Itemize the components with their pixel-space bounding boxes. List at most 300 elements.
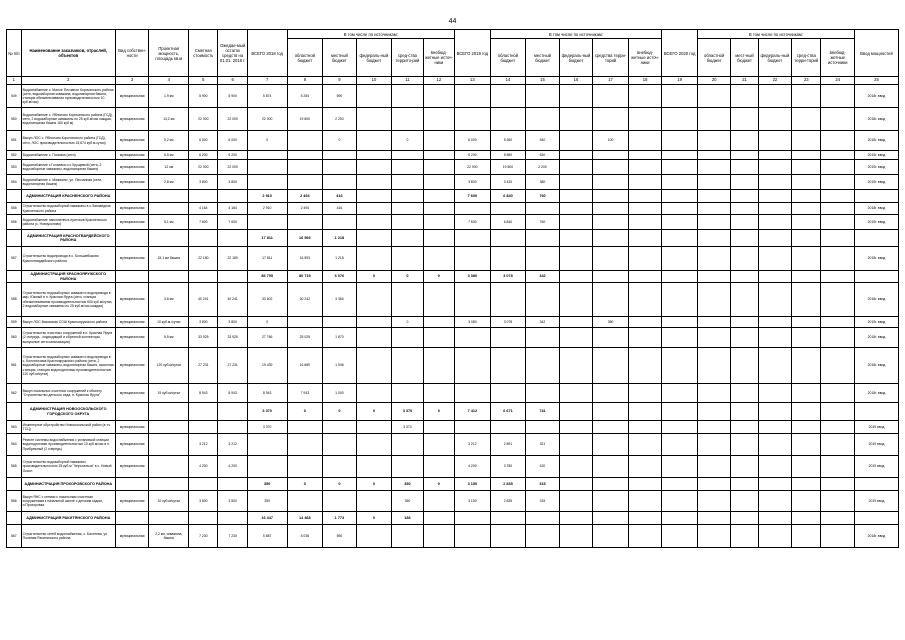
- header-estimate: Сметная стоимость: [189, 30, 218, 77]
- table-cell: [149, 230, 189, 247]
- column-index-cell: 22: [758, 77, 792, 85]
- table-cell: [593, 151, 629, 160]
- table-cell: [628, 348, 662, 384]
- table-cell: [455, 230, 491, 247]
- table-cell: муниципальная: [115, 328, 149, 348]
- object-name-cell: Строительство водозаборной скважины производительностью 25 куб.м "Черъсельза" в с. Новый Оскол: [21, 456, 115, 478]
- table-cell: [792, 175, 821, 190]
- table-cell: [423, 328, 454, 348]
- row-number-cell: 554: [7, 175, 22, 190]
- column-index-cell: 13: [455, 77, 491, 85]
- header-col-23: сред-ства терри-торий: [792, 39, 821, 77]
- table-cell: 0: [423, 478, 454, 491]
- table-cell: [247, 456, 287, 478]
- table-cell: муниципальная: [115, 203, 149, 215]
- table-cell: [821, 190, 855, 203]
- row-number-cell: 559: [7, 317, 22, 328]
- table-cell: [821, 384, 855, 403]
- table-cell: [662, 525, 698, 548]
- table-cell: 7 600: [455, 190, 491, 203]
- table-cell: [628, 512, 662, 525]
- table-cell: 3 500: [189, 491, 218, 512]
- investment-table: [6, 29, 899, 548]
- table-cell: [593, 190, 629, 203]
- table-row: [7, 203, 899, 215]
- table-cell: [559, 403, 593, 421]
- table-cell: [821, 160, 855, 175]
- table-cell: 40 241: [189, 283, 218, 317]
- row-number-cell: 555: [7, 203, 22, 215]
- table-cell: [490, 348, 526, 384]
- table-cell: 7 600: [189, 215, 218, 230]
- table-cell: [821, 175, 855, 190]
- header-col-12: внебюд-жетные источ-ники: [423, 39, 454, 77]
- table-row: [7, 421, 899, 434]
- table-cell: [593, 434, 629, 456]
- table-cell: 1 946: [323, 348, 357, 384]
- table-cell: 2 910: [247, 190, 287, 203]
- table-cell: [821, 348, 855, 384]
- table-row: [7, 85, 899, 108]
- table-cell: [593, 491, 629, 512]
- table-cell: [697, 215, 731, 230]
- table-cell: 6 200: [189, 151, 218, 160]
- table-cell: [559, 247, 593, 271]
- table-cell: [628, 85, 662, 108]
- table-cell: [662, 456, 698, 478]
- table-cell: [526, 384, 560, 403]
- table-cell: [697, 175, 731, 190]
- table-cell: [662, 283, 698, 317]
- table-cell: [593, 328, 629, 348]
- header-col-10: федераль-ный бюджет: [356, 39, 392, 77]
- table-cell: [697, 203, 731, 215]
- table-cell: 7 943: [287, 384, 323, 403]
- table-cell: [792, 317, 821, 328]
- table-cell: [628, 403, 662, 421]
- column-index-cell: 25: [854, 77, 898, 85]
- table-cell: [792, 478, 821, 491]
- table-cell: [392, 160, 423, 175]
- table-cell: [662, 491, 698, 512]
- table-cell: [323, 317, 357, 328]
- table-cell: [247, 151, 287, 160]
- table-cell: [697, 421, 731, 434]
- header-col-9: местный бюджет: [323, 39, 357, 77]
- table-cell: [593, 160, 629, 175]
- table-cell: [287, 317, 323, 328]
- table-cell: [323, 215, 357, 230]
- table-cell: 620: [526, 151, 560, 160]
- table-cell: 380: [526, 175, 560, 190]
- table-cell: [526, 85, 560, 108]
- table-cell: [423, 456, 454, 478]
- table-cell: [526, 525, 560, 548]
- object-name-cell: Выкуп локальных очистных сооружений к объекту "Строительство детского сада, п. Красная Яруга": [21, 384, 115, 403]
- table-cell: [559, 456, 593, 478]
- table-cell: [423, 247, 454, 271]
- table-cell: [559, 190, 593, 203]
- column-index-cell: 19: [662, 77, 698, 85]
- table-cell: [697, 512, 731, 525]
- table-row: [7, 283, 899, 317]
- table-cell: муниципальная: [115, 283, 149, 317]
- object-name-cell: Водоснабжение с.Гольевка и х.Хрущевый (сети, 2 водозаборные скважины, водонапорная башня): [21, 160, 115, 175]
- table-cell: [490, 247, 526, 271]
- table-cell: 380: [593, 317, 629, 328]
- table-cell: [115, 190, 149, 203]
- table-cell: [731, 328, 758, 348]
- table-cell: [356, 108, 392, 131]
- table-cell: [854, 271, 898, 283]
- table-cell: [559, 512, 593, 525]
- table-cell: [697, 131, 731, 151]
- column-index-cell: 16: [559, 77, 593, 85]
- object-name-cell: АДМИНИСТРАЦИЯ НОВООСКОЛЬСКОГО ГОРОДСКОГО ОКРУГА: [21, 403, 115, 421]
- table-cell: [758, 491, 792, 512]
- table-cell: муниципальная: [115, 525, 149, 548]
- table-cell: [455, 328, 491, 348]
- header-total-2020: ВСЕГО 2020 год: [662, 30, 698, 77]
- table-cell: [758, 230, 792, 247]
- table-cell: [149, 203, 189, 215]
- table-cell: [526, 328, 560, 348]
- table-cell: [662, 328, 698, 348]
- table-cell: [792, 421, 821, 434]
- table-cell: 6 840: [490, 190, 526, 203]
- table-cell: [423, 512, 454, 525]
- object-name-cell: Водоснабжение с. Мазикино, ул. Песчанная (сети, водонапорная башня): [21, 175, 115, 190]
- table-cell: [792, 160, 821, 175]
- table-cell: [490, 85, 526, 108]
- table-cell: [731, 491, 758, 512]
- table-cell: [792, 190, 821, 203]
- table-cell: [593, 421, 629, 434]
- table-cell: [218, 512, 247, 525]
- table-cell: 3 800: [218, 175, 247, 190]
- table-cell: 2 891: [490, 434, 526, 456]
- table-cell: [455, 203, 491, 215]
- table-cell: [423, 317, 454, 328]
- table-cell: [356, 434, 392, 456]
- column-index-cell: 1: [7, 77, 22, 85]
- table-cell: [526, 203, 560, 215]
- table-cell: [662, 348, 698, 384]
- table-cell: [758, 421, 792, 434]
- table-cell: [490, 283, 526, 317]
- table-cell: [792, 247, 821, 271]
- table-body: [7, 77, 899, 548]
- table-cell: [821, 491, 855, 512]
- table-cell: [731, 131, 758, 151]
- table-cell: [392, 247, 423, 271]
- table-cell: [189, 271, 218, 283]
- table-row: [7, 175, 899, 190]
- table-cell: [697, 247, 731, 271]
- header-total-2019: ВСЕГО 2019 год: [455, 30, 491, 77]
- table-cell: [356, 491, 392, 512]
- table-cell: [628, 151, 662, 160]
- table-cell: 2018г. ввод: [854, 247, 898, 271]
- column-index-cell: 12: [423, 77, 454, 85]
- table-cell: 1 870: [323, 328, 357, 348]
- table-cell: 22 000: [218, 108, 247, 131]
- table-cell: [455, 85, 491, 108]
- table-cell: [697, 108, 731, 131]
- table-cell: 16 447: [247, 512, 287, 525]
- table-cell: [697, 190, 731, 203]
- table-cell: [287, 421, 323, 434]
- table-cell: [628, 203, 662, 215]
- table-cell: 2,8 км: [149, 175, 189, 190]
- table-cell: [758, 403, 792, 421]
- table-cell: [792, 108, 821, 131]
- table-cell: [821, 283, 855, 317]
- table-cell: [490, 512, 526, 525]
- table-cell: [662, 230, 698, 247]
- table-cell: [490, 328, 526, 348]
- object-name-cell: Ремонт системы водоснабжения с установкой станции водоподготовки производительностью 10 куб.м/час в п. Прибрежный (2 очередь): [21, 434, 115, 456]
- table-cell: 5 900: [189, 85, 218, 108]
- table-cell: 3 370: [247, 421, 287, 434]
- table-cell: [189, 421, 218, 434]
- table-cell: [731, 160, 758, 175]
- table-cell: [628, 328, 662, 348]
- table-cell: 3 420: [490, 175, 526, 190]
- table-cell: [323, 151, 357, 160]
- table-cell: 0: [392, 131, 423, 151]
- table-cell: 3 370: [247, 403, 287, 421]
- table-cell: 2019г. ввод: [854, 175, 898, 190]
- table-cell: [593, 456, 629, 478]
- table-cell: [628, 190, 662, 203]
- header-sources-2019: В том числе по источникам:: [490, 30, 662, 39]
- row-number-cell: 565: [7, 456, 22, 478]
- table-cell: [559, 160, 593, 175]
- table-cell: 3 212: [455, 434, 491, 456]
- table-cell: [792, 403, 821, 421]
- row-number-cell: 561: [7, 348, 22, 384]
- table-cell: [697, 271, 731, 283]
- table-cell: 3 800: [218, 317, 247, 328]
- table-cell: 315: [526, 478, 560, 491]
- table-cell: 2018г. ввод: [854, 283, 898, 317]
- table-cell: [758, 85, 792, 108]
- row-number-cell: 564: [7, 434, 22, 456]
- header-capacity: Проектная мощность, площадь кв.м: [149, 30, 189, 77]
- table-cell: 2018г. ввод: [854, 328, 898, 348]
- table-cell: [559, 283, 593, 317]
- table-cell: [697, 317, 731, 328]
- table-cell: [821, 456, 855, 478]
- table-row: [7, 108, 899, 131]
- table-cell: 4 200: [189, 456, 218, 478]
- table-cell: [189, 478, 218, 491]
- row-number-cell: 560: [7, 328, 22, 348]
- table-cell: 0: [356, 271, 392, 283]
- table-cell: 3 800: [455, 175, 491, 190]
- table-cell: [697, 491, 731, 512]
- table-cell: 25 025: [287, 328, 323, 348]
- table-cell: [821, 230, 855, 247]
- table-cell: [392, 525, 423, 548]
- table-row: [7, 384, 899, 403]
- column-index-cell: 14: [490, 77, 526, 85]
- table-cell: 416: [323, 203, 357, 215]
- table-cell: [758, 525, 792, 548]
- table-cell: [356, 131, 392, 151]
- table-cell: [455, 348, 491, 384]
- header-commissioning: Ввод мощностей: [854, 30, 898, 77]
- table-cell: [189, 512, 218, 525]
- table-cell: 8 943: [189, 384, 218, 403]
- row-number-cell: 563: [7, 421, 22, 434]
- table-cell: муниципальная: [115, 85, 149, 108]
- table-cell: [593, 85, 629, 108]
- table-cell: 1,9 км: [149, 85, 189, 108]
- table-cell: [115, 478, 149, 491]
- table-cell: [356, 247, 392, 271]
- table-cell: [662, 151, 698, 160]
- table-cell: 2019г. ввод: [854, 215, 898, 230]
- table-cell: [526, 421, 560, 434]
- table-cell: [392, 203, 423, 215]
- table-cell: [559, 85, 593, 108]
- row-number-cell: [7, 403, 22, 421]
- table-cell: 5,1 км: [149, 215, 189, 230]
- table-cell: [662, 131, 698, 151]
- table-cell: [559, 348, 593, 384]
- table-cell: [392, 215, 423, 230]
- table-row: [7, 131, 899, 151]
- table-cell: [423, 491, 454, 512]
- table-cell: [792, 456, 821, 478]
- table-cell: [758, 512, 792, 525]
- table-cell: 8 943: [247, 384, 287, 403]
- table-cell: [792, 434, 821, 456]
- table-cell: 33 602: [247, 283, 287, 317]
- table-cell: [392, 348, 423, 384]
- table-cell: [559, 478, 593, 491]
- table-cell: 10 куб.м./сутки: [149, 317, 189, 328]
- table-cell: [628, 131, 662, 151]
- table-cell: [392, 175, 423, 190]
- group-row: [7, 478, 899, 491]
- table-cell: [758, 317, 792, 328]
- table-cell: [423, 434, 454, 456]
- table-cell: 19 800: [287, 108, 323, 131]
- table-cell: 22 000: [189, 160, 218, 175]
- table-cell: муниципальная: [115, 175, 149, 190]
- table-cell: [189, 230, 218, 247]
- table-cell: [356, 328, 392, 348]
- table-cell: 6 000: [189, 131, 218, 151]
- table-cell: [697, 283, 731, 317]
- table-cell: [854, 478, 898, 491]
- row-number-cell: 549: [7, 85, 22, 108]
- table-cell: 6 671: [490, 403, 526, 421]
- table-cell: 550: [323, 525, 357, 548]
- table-cell: [731, 215, 758, 230]
- table-cell: 0: [247, 131, 287, 151]
- table-cell: 16 593: [287, 247, 323, 271]
- table-cell: 22 000: [189, 108, 218, 131]
- table-cell: [758, 384, 792, 403]
- table-cell: 0: [392, 271, 423, 283]
- table-cell: 2 494: [287, 203, 323, 215]
- table-cell: [356, 203, 392, 215]
- table-cell: [323, 434, 357, 456]
- table-cell: [854, 230, 898, 247]
- table-cell: 22 180: [189, 247, 218, 271]
- table-cell: [628, 478, 662, 491]
- table-cell: [628, 215, 662, 230]
- table-cell: [526, 230, 560, 247]
- table-cell: [758, 175, 792, 190]
- table-cell: 0: [356, 403, 392, 421]
- table-cell: [247, 215, 287, 230]
- table-cell: 6 840: [490, 215, 526, 230]
- group-row: [7, 403, 899, 421]
- table-cell: [455, 525, 491, 548]
- table-cell: 590: [323, 85, 357, 108]
- table-cell: 1 218: [323, 247, 357, 271]
- table-cell: муниципальная: [115, 131, 149, 151]
- table-cell: [854, 512, 898, 525]
- column-index-cell: 11: [392, 77, 423, 85]
- table-cell: [758, 456, 792, 478]
- table-cell: [423, 108, 454, 131]
- object-name-cell: Строительство водопровода в с. Большебыково Красногвардейского района: [21, 247, 115, 271]
- table-cell: [662, 478, 698, 491]
- table-cell: муниципальная: [115, 434, 149, 456]
- table-cell: [758, 271, 792, 283]
- table-cell: 27 231: [189, 348, 218, 384]
- table-cell: [559, 421, 593, 434]
- table-cell: [662, 512, 698, 525]
- table-cell: 7 230: [218, 525, 247, 548]
- table-cell: 5 284: [287, 85, 323, 108]
- table-cell: [821, 151, 855, 160]
- table-cell: [455, 283, 491, 317]
- table-cell: [662, 203, 698, 215]
- table-cell: 40 241: [218, 283, 247, 317]
- table-cell: [628, 434, 662, 456]
- table-cell: [593, 247, 629, 271]
- table-cell: 5 900: [218, 85, 247, 108]
- table-header: [7, 30, 899, 77]
- table-cell: [731, 317, 758, 328]
- table-cell: 0: [356, 478, 392, 491]
- group-row: [7, 190, 899, 203]
- table-cell: [423, 283, 454, 317]
- table-cell: 2,2 км, скважина, башня: [149, 525, 189, 548]
- table-cell: [287, 151, 323, 160]
- table-cell: муниципальная: [115, 108, 149, 131]
- row-number-cell: 551: [7, 131, 22, 151]
- table-cell: 33 925: [189, 328, 218, 348]
- table-cell: [490, 203, 526, 215]
- table-cell: [287, 434, 323, 456]
- table-cell: [356, 348, 392, 384]
- table-cell: [697, 85, 731, 108]
- table-cell: 12 км: [149, 160, 189, 175]
- row-number-cell: [7, 230, 22, 247]
- table-cell: [149, 403, 189, 421]
- table-cell: [559, 384, 593, 403]
- object-name-cell: АДМИНИСТРАЦИЯ КРАСНЕНСКОГО РАЙОНА: [21, 190, 115, 203]
- table-cell: 315: [526, 491, 560, 512]
